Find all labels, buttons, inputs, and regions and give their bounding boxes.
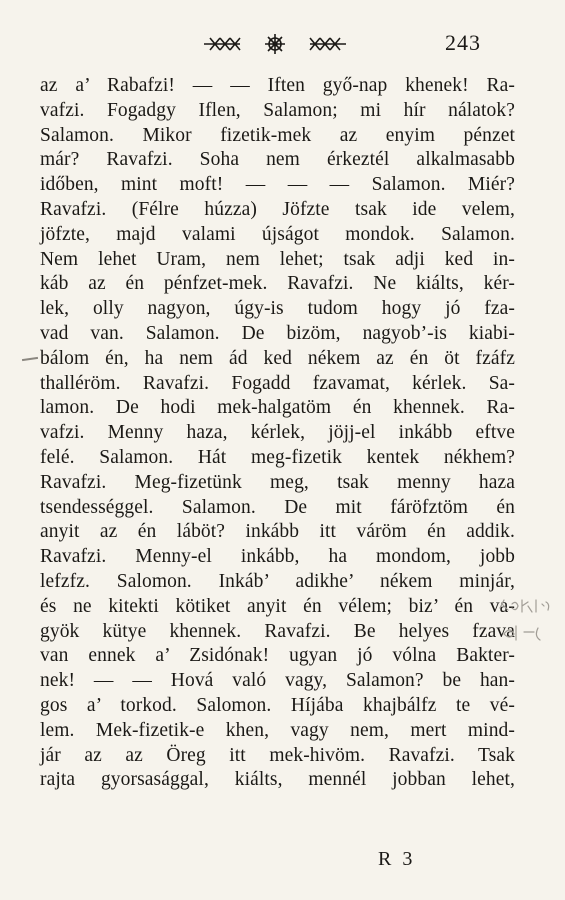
text-line: lem. Mek-fizetik-e khen, vagy nem, mert mind-	[40, 719, 515, 741]
handwritten-margin-note-icon	[494, 594, 560, 654]
text-line: tsendességgel. Salamon. De mit fáröfztöm én	[40, 496, 515, 518]
text-line: anyit az én láböt? inkább itt váröm én addik.	[40, 521, 515, 543]
page-number: 243	[445, 30, 481, 55]
text-line: gos a’ torkod. Salomon. Híjába khajbálfz te vé-	[40, 694, 515, 716]
body-text	[40, 74, 515, 793]
text-line: van ennek a’ Zsidónak! ugyan jó vólna Bakter-	[40, 645, 515, 667]
text-line: káb az én pénfzet-mek. Ravafzi. Ne kiálts, kér-	[40, 273, 515, 295]
text-line: bálom én, ha nem ád ked nékem az én öt fzáfz	[40, 347, 515, 369]
text-line: lefzfz. Salomon. Inkáb’ adikhe’ nékem minjár,	[40, 570, 515, 592]
ornament-icon	[200, 32, 350, 56]
text-line: jár az az Öreg itt mek-hivöm. Ravafzi. Tsak	[40, 744, 515, 766]
text-line: az a’ Rabafzi! — — Iften győ-nap khenek! Ra-	[40, 75, 515, 96]
text-line: Ravafzi. Menny-el inkább, ha mondom, jobb	[40, 546, 515, 568]
text-line: jöfzte, majd valami újságot mondok. Salamon.	[40, 223, 515, 245]
text-line: már? Ravafzi. Soha nem érkeztél alkalmasabb	[40, 149, 515, 171]
text-line: Ravafzi. (Félre húzza) Jöfzte tsak ide velem,	[40, 198, 515, 220]
text-line: rajta gyorsasággal, kiálts, mennél jobban lehet,	[40, 769, 515, 791]
margin-tick	[22, 357, 38, 361]
text-line: vad van. Salamon. De bizöm, nagyob’-is kiabi-	[40, 322, 515, 344]
text-line: gyök kütye khennek. Ravafzi. Be helyes fzava	[40, 620, 515, 642]
signature-mark: R 3	[378, 848, 416, 870]
text-line: időben, mint moft! — — — Salamon. Miér?	[40, 174, 515, 196]
page-header	[0, 24, 565, 58]
text-line: thalléröm. Ravafzi. Fogadd fzavamat, kérlek. Sa-	[40, 372, 515, 394]
text-line: Salamon. Mikor fizetik-mek az enyim pénzet	[40, 124, 515, 146]
text-line: vafzi. Menny haza, kérlek, jöjj-el inkább eftve	[40, 422, 515, 444]
text-line: és ne kitekti kötiket anyit én vélem; biz’ én va-	[40, 595, 515, 617]
text-line: lamon. De hodi mek-halgatöm én khennek. Ra-	[40, 397, 515, 419]
text-line: vafzi. Fogadgy Iflen, Salamon; mi hír nálatok?	[40, 99, 515, 121]
text-line: Nem lehet Uram, nem lehet; tsak adji ked in-	[40, 248, 515, 270]
text-line: felé. Salamon. Hát meg-fizetik kentek nékhem?	[40, 446, 515, 468]
text-line: nek! — — Hová való vagy, Salamon? be han-	[40, 670, 515, 692]
text-line: Ravafzi. Meg-fizetünk meg, tsak menny haza	[40, 471, 515, 493]
text-line: lek, olly nagyon, úgy-is tudom hogy jó fza-	[40, 298, 515, 320]
